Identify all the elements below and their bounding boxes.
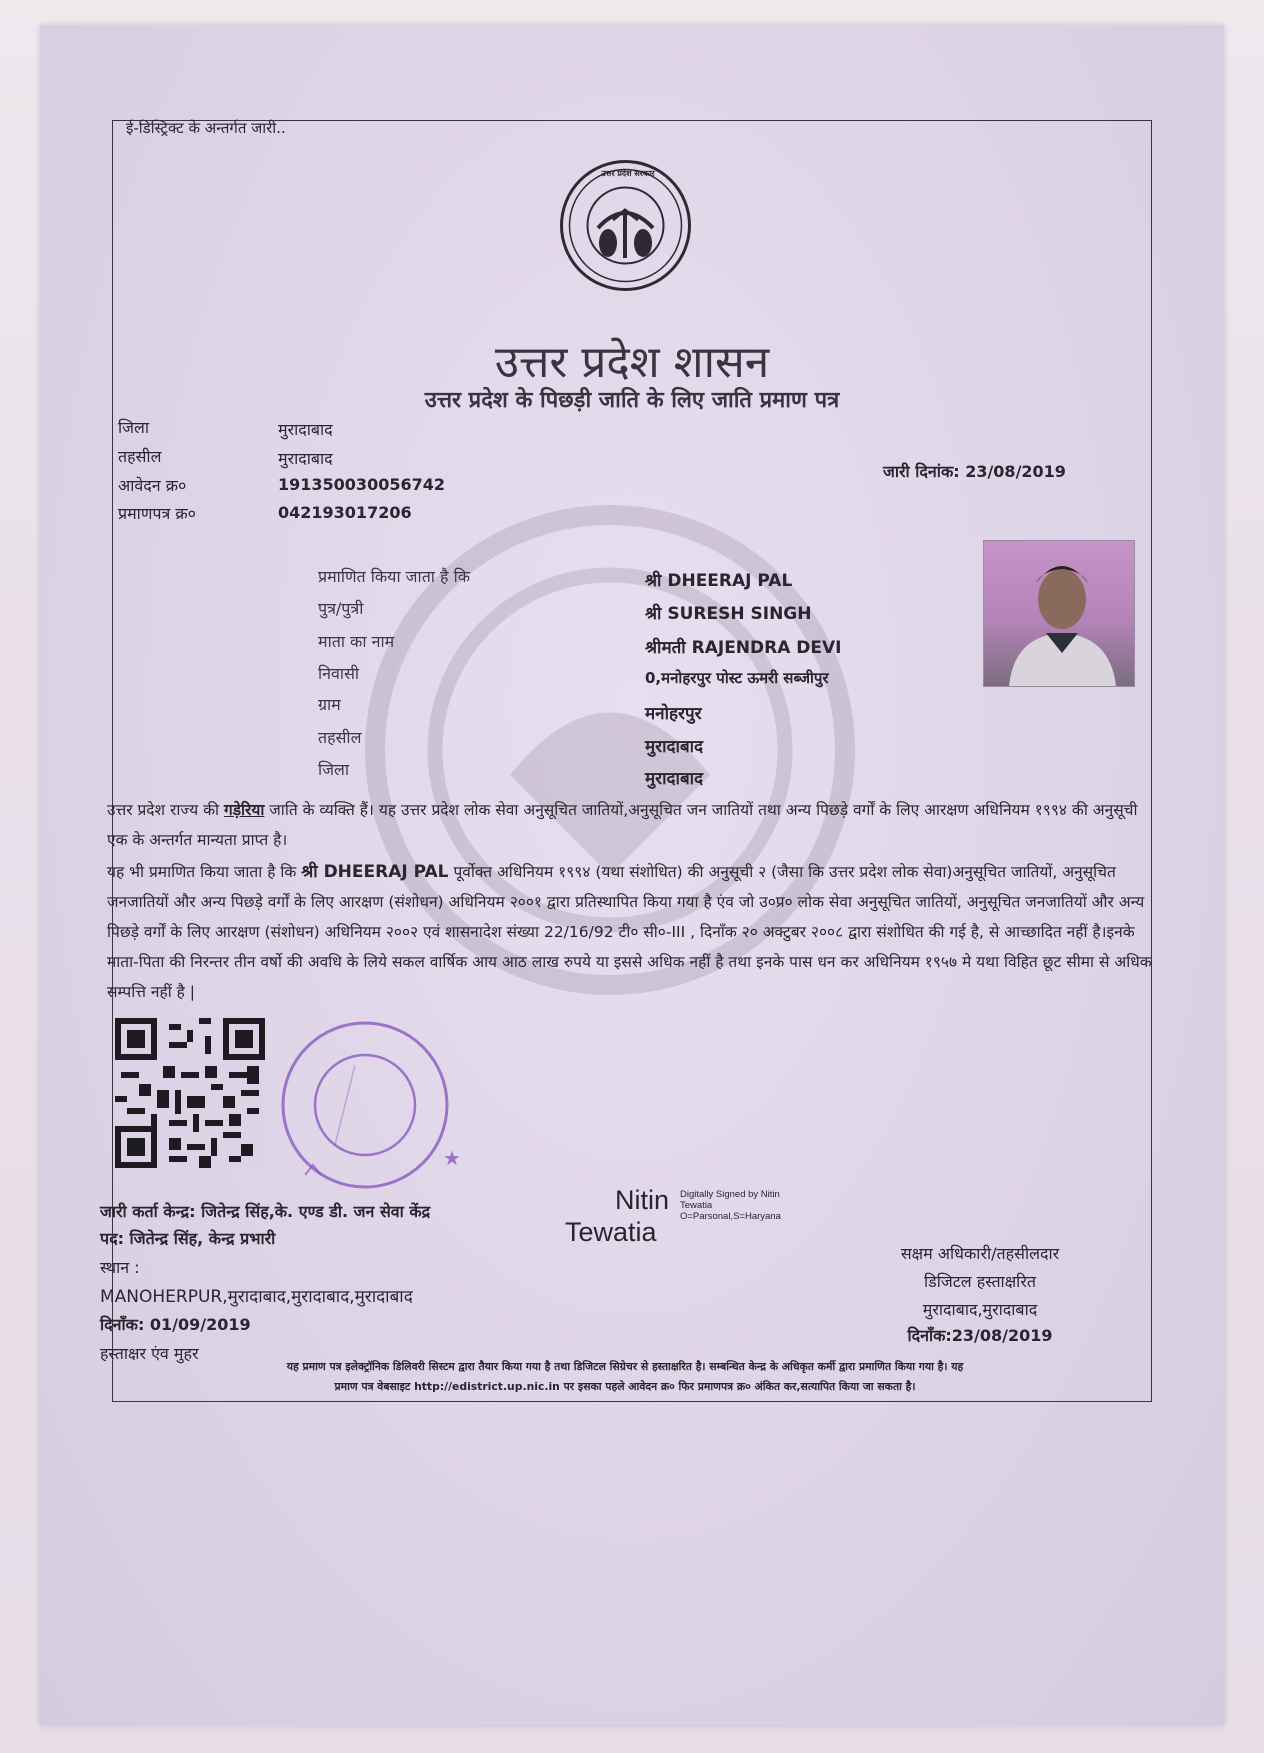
issuer-place: MANOHERPUR,मुरादाबाद,मुरादाबाद,मुरादाबाद [100, 1287, 413, 1307]
issued-under-note: ई-डिस्ट्रिक्ट के अन्तर्गत जारी.. [126, 119, 286, 137]
creamy-paragraph-pre: यह भी प्रमाणित किया जाता है कि [107, 863, 302, 881]
qr-code-icon [115, 1018, 265, 1168]
svg-text:★: ★ [443, 1146, 461, 1170]
detail-label-resident: निवासी [318, 664, 360, 683]
creamy-paragraph-name: श्री DHEERAJ PAL [301, 862, 449, 882]
issuer-sign-seal: हस्ताक्षर एंव मुहर [100, 1344, 199, 1363]
creamy-paragraph-post: पूर्वोक्त अधिनियम १९९४ (यथा संशोधित) की अनुसूची २ (जैसा कि उत्तर प्रदेश लोक सेवा)अनुसूचित जातियों, अनुसूचित जनजातियों और अन्य पिछड़े वर्गों के लिए आरक्षण (संशोधन) अधिनियम २००१ द्वारा प्रतिस्थापित किया गया है एंव जो उ०प्र० लोक सेवा अनुसूचित जातियों, अनुसूचित जनजातियों और अन्य पिछड़े वर्गों के लिए आरक्षण (संशोधन) अधिनियम २००२ एवं शासनादेश संख्या 22/16/92 टी० सी०-III , दिनाँक २० अक्टुबर २००८ द्वारा संशोधित की गई है, से आच्छादित नहीं है।इनके माता-पिता की निरन्तर तीन वर्षो की अवधि के लिये सकल वार्षिक आय आठ लाख रुपये या इससे अधिक नहीं है तथा इनके पास धन कर अधिनियम १९५७ मे यथा विहित छूट सीमा से अधिक सम्पत्ति नहीं है | [107, 863, 1152, 1001]
detail-value-father: श्री SURESH SINGH [645, 604, 812, 624]
authority-digital-signed: डिजिटल हस्ताक्षरित [924, 1272, 1036, 1291]
issue-date: जारी दिनांक: 23/08/2019 [883, 462, 1066, 481]
detail-label-mother: माता का नाम [318, 632, 395, 651]
certificate-title: उत्तर प्रदेश के पिछड़ी जाति के लिए जाति प्रमाण पत्र [424, 388, 840, 413]
detail-value-tehsil: मुरादाबाद [645, 737, 704, 757]
meta-value-tehsil: मुरादाबाद [278, 449, 333, 468]
government-title: उत्तर प्रदेश शासन [494, 337, 770, 388]
detail-label-district: जिला [318, 760, 350, 779]
detail-value-name: श्री DHEERAJ PAL [645, 571, 793, 591]
caste-paragraph [107, 795, 1152, 855]
person-photo-icon [984, 541, 1134, 686]
creamy-layer-paragraph [107, 857, 1152, 1007]
footer-note-line2: प्रमाण पत्र वेबसाइट http://edistrict.up.nic.in पर इसका पहले आवेदन क्र० फिर प्रमाणपत्र क्र० अंकित कर,सत्यापित किया जा सकता है। [334, 1380, 916, 1393]
authority-location: मुरादाबाद,मुरादाबाद [922, 1300, 1038, 1319]
caste-paragraph-post: जाति के व्यक्ति हैं। यह उत्तर प्रदेश लोक सेवा अनुसूचित जातियों,अनुसूचित जन जातियों तथा अन्य पिछड़े वर्गों के लिए आरक्षण अधिनियम १९९४ की अनुसूची एक के अन्तर्गत मान्यता प्राप्त है। [107, 801, 1138, 849]
emblem-text: उत्तर प्रदेश सरकार [601, 169, 655, 178]
detail-value-address: 0,मनोहरपुर पोस्ट ऊमरी सब्जीपुर [645, 669, 829, 687]
digital-signature [565, 1185, 825, 1247]
meta-label-certificate-no: प्रमाणपत्र क्र० [118, 504, 196, 523]
footer-note-line1: यह प्रमाण पत्र इलेक्ट्रॉनिक डिलिवरी सिस्टम द्वारा तैयार किया गया है तथा डिजिटल सिग्रेचर से हस्ताक्षरित है। सम्बन्धित केन्द्र के अधिकृत कर्मी द्वारा प्रमाणित किया गया है। यह [286, 1360, 964, 1373]
meta-label-application-no: आवेदन क्र० [118, 476, 187, 495]
detail-value-district: मुरादाबाद [645, 769, 704, 789]
signature-signed-name: Tewatia [680, 1200, 713, 1211]
meta-value-certificate-no: 042193017206 [278, 503, 412, 522]
meta-value-district: मुरादाबाद [278, 420, 333, 439]
authority-date: दिनाँक:23/08/2019 [907, 1326, 1053, 1345]
center-seal-stamp-icon [265, 1015, 465, 1195]
meta-label-district: जिला [118, 418, 150, 437]
detail-label-son-daughter: पुत्र/पुत्री [318, 599, 364, 618]
detail-value-village: मनोहरपुर [645, 704, 702, 724]
detail-label-village: ग्राम [318, 695, 341, 714]
signature-signed-org: O=Parsonal,S=Haryana [680, 1211, 781, 1222]
meta-label-tehsil: तहसील [118, 447, 162, 466]
issuer-place-label: स्थान : [100, 1258, 140, 1277]
issuer-date: दिनाँक: 01/09/2019 [100, 1315, 251, 1334]
caste-paragraph-pre: उत्तर प्रदेश राज्य की [107, 801, 224, 819]
detail-label-tehsil: तहसील [318, 728, 362, 747]
detail-label-certified: प्रमाणित किया जाता है कि [318, 567, 471, 586]
caste-name: गड़ेरिया [223, 801, 265, 819]
detail-value-mother: श्रीमती RAJENDRA DEVI [645, 638, 842, 658]
signature-last-name: Tewatia [565, 1217, 657, 1247]
issuer-designation: पद: जितेन्द्र सिंह, केन्द्र प्रभारी [100, 1229, 276, 1248]
meta-value-application-no: 191350030056742 [278, 475, 445, 494]
applicant-photo [983, 540, 1135, 687]
signature-signed-by: Digitally Signed by Nitin [680, 1189, 780, 1200]
issuer-center: जारी कर्ता केन्द्र: जितेन्द्र सिंह,के. एण्ड डी. जन सेवा केंद्र [100, 1202, 431, 1221]
authority-title: सक्षम अधिकारी/तहसीलदार [900, 1244, 1060, 1263]
signature-first-name: Nitin [615, 1185, 670, 1215]
